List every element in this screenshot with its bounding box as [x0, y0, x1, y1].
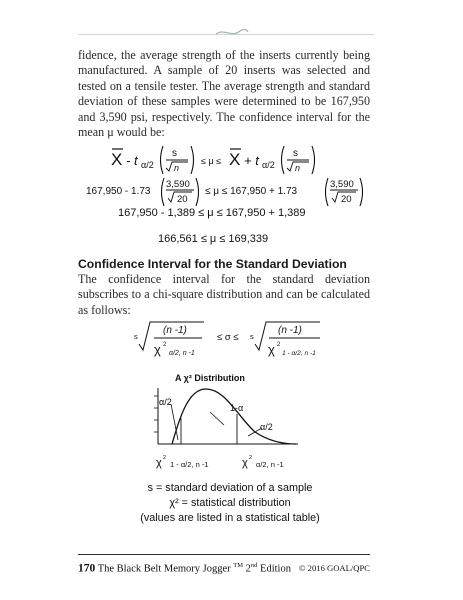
- page-footer: [78, 562, 370, 578]
- s-right: s: [250, 332, 254, 341]
- stddev-confidence-formula: [132, 318, 372, 362]
- chi-sup-right: 2: [277, 342, 281, 348]
- axis-chi-left-sub: 1 - α/2, n -1: [170, 460, 209, 469]
- formula-step-3: 167,950 - 1,389 ≤ μ ≤ 167,950 + 1,389: [118, 207, 306, 219]
- figure-title: A χ² Distribution: [175, 373, 245, 383]
- xbar-symbol: X: [111, 150, 123, 169]
- s-numerator-left: s: [172, 148, 177, 159]
- xbar-symbol-right: X: [229, 150, 241, 169]
- ci-numerator-left: (n -1): [163, 325, 187, 336]
- formula-result: 166,561 ≤ μ ≤ 169,339: [158, 233, 269, 245]
- t-term-right: + t: [244, 153, 259, 168]
- label-alpha-right: α/2: [260, 422, 273, 432]
- chi-square-distribution-figure: [130, 372, 330, 482]
- section-heading: Confidence Interval for the Standard Deviation: [78, 257, 347, 271]
- trademark: TM: [233, 562, 244, 569]
- legend-line-3: (values are listed in a statistical table): [140, 512, 320, 524]
- edition-number: 2: [245, 563, 251, 575]
- chi-sub-right: 1 - α/2, n -1: [282, 350, 316, 357]
- n-denominator-left: n: [174, 163, 180, 173]
- formula-2-middle: ≤ μ ≤ 167,950 + 1.73: [205, 186, 298, 197]
- book-title: The Black Belt Memory Jogger: [97, 563, 231, 575]
- s-numerator-right: s: [293, 148, 298, 159]
- page-number: 170: [78, 562, 96, 575]
- formula-2-denominator-right: 20: [341, 194, 352, 205]
- edition-word: Edition: [260, 563, 291, 575]
- mu-inequality: ≤ μ ≤: [201, 156, 222, 166]
- formula-2-left: 167,950 - 1.73: [86, 186, 151, 197]
- axis-chi-left-sup: 2: [163, 455, 167, 461]
- axis-chi-right-sub: α/2, n -1: [256, 460, 284, 469]
- copyright: © 2016 GOAL/QPC: [299, 563, 370, 573]
- axis-chi-right: χ: [242, 457, 248, 469]
- legend-line-2: χ² = statistical distribution: [169, 497, 291, 509]
- t-term-left: - t: [126, 153, 138, 168]
- chi-right: χ: [268, 342, 275, 357]
- body-paragraph-2: The confidence interval for the standard deviation subscribes to a chi-square distribution and can be calculated as follows:: [78, 272, 370, 317]
- footer-rule: [78, 554, 370, 555]
- label-alpha-left: α/2: [159, 397, 172, 407]
- axis-chi-left: χ: [156, 457, 162, 469]
- distribution-curve: [172, 389, 296, 444]
- axis-chi-right-sup: 2: [249, 455, 253, 461]
- ci-numerator-right: (n -1): [278, 325, 302, 336]
- header-ornament-icon: [214, 26, 250, 40]
- chi-sub-left: α/2, n -1: [169, 350, 195, 357]
- t-subscript-right: α/2: [262, 160, 275, 170]
- numeric-substitution-formula: [86, 172, 376, 212]
- edition-suffix: nd: [250, 562, 258, 569]
- formula-2-denominator-left: 20: [177, 194, 188, 205]
- t-subscript-left: α/2: [141, 160, 154, 170]
- label-one-minus-alpha: 1-α: [230, 403, 244, 413]
- chi-sup-left: 2: [163, 342, 167, 348]
- sigma-inequality: ≤ σ ≤: [217, 332, 239, 343]
- body-paragraph-1: fidence, the average strength of the inserts currently being manufactured. A sample of 20 inserts was selected and tested on a tensile tester. The average strength and standard deviation of these samples were determined to be 167,950 and 3,590 psi, respectively. The confidence interval for the mean μ would be:: [78, 48, 370, 140]
- n-denominator-right: n: [295, 163, 301, 173]
- formula-2-numerator-right: 3,590: [330, 179, 354, 190]
- legend-line-1: s = standard deviation of a sample: [147, 482, 313, 494]
- formula-2-numerator-left: 3,590: [166, 179, 190, 190]
- chi-left: χ: [154, 342, 161, 357]
- s-left: s: [134, 332, 138, 341]
